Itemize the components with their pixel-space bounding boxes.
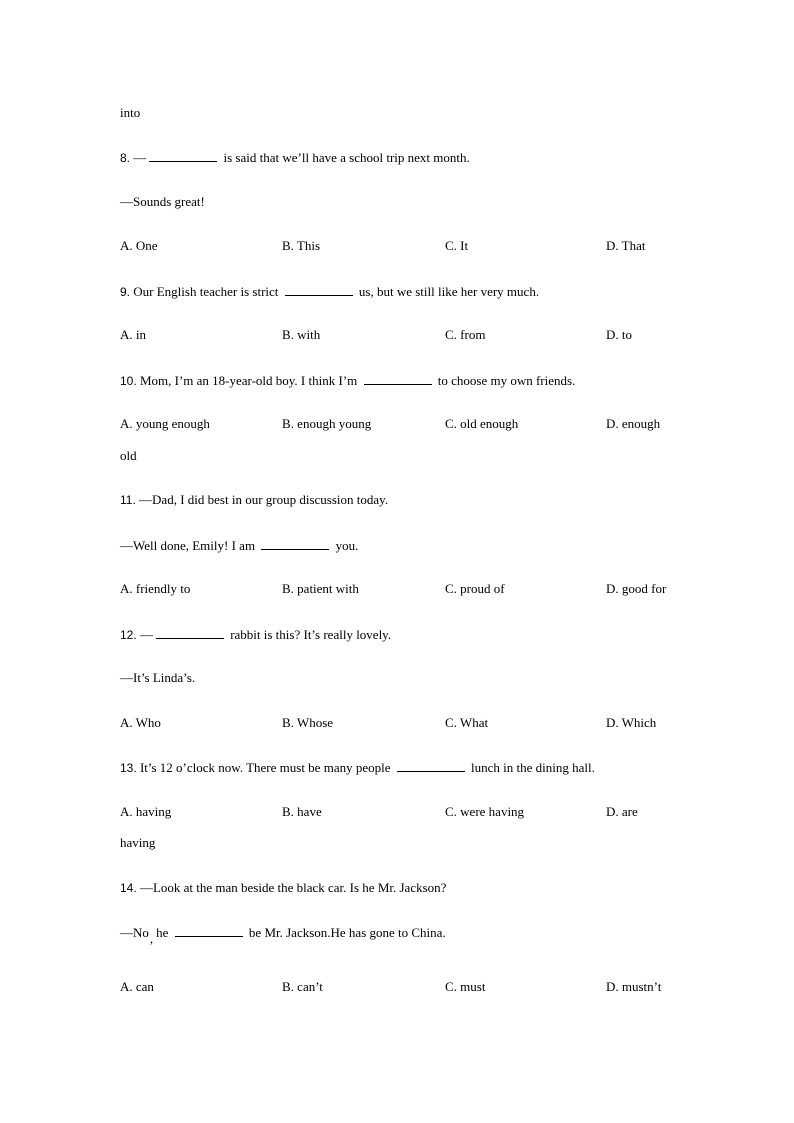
option-a: A. One bbox=[120, 238, 158, 253]
option-b: B. Whose bbox=[282, 715, 334, 730]
question-14-reply: —No, he be Mr. Jackson.He has gone to China. bbox=[120, 925, 446, 946]
option-c: C. It bbox=[445, 238, 469, 253]
option-a: A. in bbox=[120, 327, 146, 342]
question-13-stem: 13. It’s 12 o’clock now. There must be many people lunch in the dining hall. bbox=[120, 760, 595, 775]
option-c: C. from bbox=[445, 327, 486, 342]
question-number: 8. bbox=[120, 151, 131, 165]
option-d: D. That bbox=[606, 238, 646, 253]
option-c: C. proud of bbox=[445, 581, 505, 596]
option-d: D. good for bbox=[606, 581, 667, 596]
continuation-text: into bbox=[120, 105, 141, 120]
option-a: A. can bbox=[120, 979, 154, 994]
question-11-stem: 11. —Dad, I did best in our group discussion today. bbox=[120, 492, 389, 507]
option-c: C. old enough bbox=[445, 416, 519, 431]
option-b: B. enough young bbox=[282, 416, 372, 431]
answer-blank bbox=[364, 372, 432, 385]
option-b: B. can’t bbox=[282, 979, 323, 994]
option-d-wrap: old bbox=[120, 448, 137, 463]
option-c: C. must bbox=[445, 979, 486, 994]
answer-blank bbox=[285, 283, 353, 296]
option-b: B. have bbox=[282, 804, 322, 819]
option-d: D. enough bbox=[606, 416, 661, 431]
question-number: 12. bbox=[120, 628, 137, 642]
question-12-stem: 12. — rabbit is this? It’s really lovely. bbox=[120, 627, 392, 642]
answer-blank bbox=[175, 924, 243, 937]
option-a: A. having bbox=[120, 804, 172, 819]
question-12-reply: —It’s Linda’s. bbox=[120, 670, 196, 685]
option-d: D. are bbox=[606, 804, 638, 819]
option-a: A. young enough bbox=[120, 416, 210, 431]
question-number: 10. bbox=[120, 374, 137, 388]
option-b: B. This bbox=[282, 238, 321, 253]
question-10-stem: 10. Mom, I’m an 18-year-old boy. I think I’m to choose my own friends. bbox=[120, 373, 576, 388]
question-8-stem: 8. — is said that we’ll have a school trip next month. bbox=[120, 150, 470, 165]
option-b: B. patient with bbox=[282, 581, 359, 596]
option-c: C. were having bbox=[445, 804, 525, 819]
answer-blank bbox=[397, 759, 465, 772]
question-8-reply: —Sounds great! bbox=[120, 194, 205, 209]
question-number: 14. bbox=[120, 881, 137, 895]
option-d: D. Which bbox=[606, 715, 657, 730]
question-9-stem: 9. Our English teacher is strict us, but we still like her very much. bbox=[120, 284, 540, 299]
answer-blank bbox=[149, 149, 217, 162]
option-a: A. friendly to bbox=[120, 581, 191, 596]
option-d-wrap: having bbox=[120, 835, 156, 850]
question-number: 9. bbox=[120, 285, 131, 299]
option-a: A. Who bbox=[120, 715, 161, 730]
option-d: D. to bbox=[606, 327, 632, 342]
answer-blank bbox=[156, 626, 224, 639]
question-14-stem: 14. —Look at the man beside the black car. Is he Mr. Jackson? bbox=[120, 880, 447, 895]
option-c: C. What bbox=[445, 715, 489, 730]
option-d: D. mustn’t bbox=[606, 979, 662, 994]
answer-blank bbox=[261, 537, 329, 550]
question-number: 13. bbox=[120, 761, 137, 775]
question-number: 11. bbox=[120, 493, 136, 507]
option-b: B. with bbox=[282, 327, 321, 342]
question-11-reply: —Well done, Emily! I am you. bbox=[120, 538, 359, 553]
